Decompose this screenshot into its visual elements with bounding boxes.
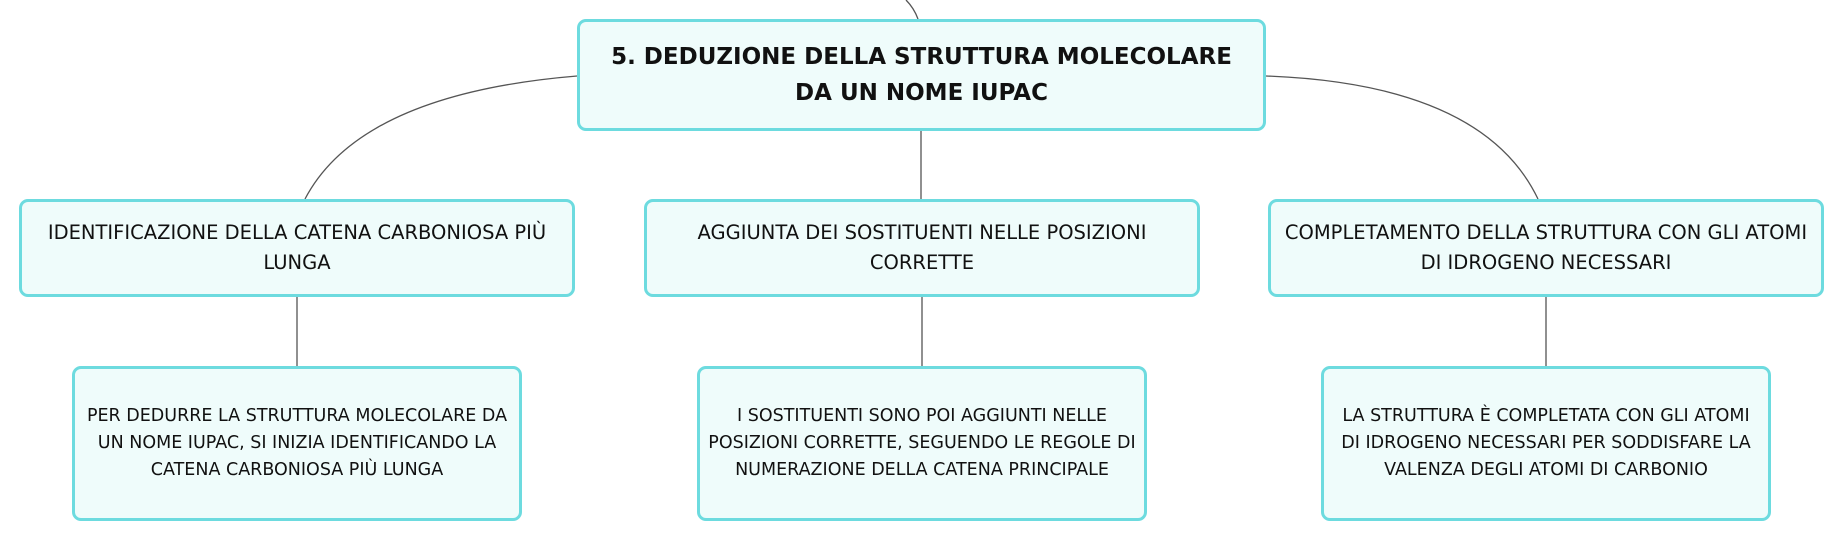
branch-label-idrogeno: COMPLETAMENTO DELLA STRUTTURA CON GLI ATOMI DI IDROGENO NECESSARI — [1284, 221, 1808, 274]
detail-node-idrogeno[interactable] — [1321, 366, 1771, 521]
branch-node-sostituenti[interactable] — [644, 199, 1200, 297]
connector-root-to-branch-1 — [305, 76, 577, 199]
branch-label-catena: IDENTIFICAZIONE DELLA CATENA CARBONIOSA PIÙ LUNGA — [47, 221, 547, 274]
branch-label-sostituenti: AGGIUNTA DEI SOSTITUENTI NELLE POSIZIONI CORRETTE — [697, 221, 1147, 274]
detail-node-sostituenti[interactable] — [697, 366, 1147, 521]
branch-node-catena[interactable] — [19, 199, 575, 297]
root-topic-node[interactable] — [577, 19, 1266, 131]
root-topic-title: 5. DEDUZIONE DELLA STRUTTURA MOLECOLARE DA UN NOME IUPAC — [611, 44, 1232, 106]
branch-node-idrogeno[interactable] — [1268, 199, 1824, 297]
detail-text-sostituenti: I SOSTITUENTI SONO POI AGGIUNTI NELLE POSIZIONI CORRETTE, SEGUENDO LE REGOLE DI NUMERAZIONE DELLA CATENA PRINCIPALE — [708, 406, 1136, 480]
detail-text-idrogeno: LA STRUTTURA È COMPLETATA CON GLI ATOMI DI IDROGENO NECESSARI PER SODDISFARE LA VALENZA DEGLI ATOMI DI CARBONIO — [1341, 406, 1751, 480]
connector-parent-to-root — [906, 0, 918, 19]
detail-text-catena: PER DEDURRE LA STRUTTURA MOLECOLARE DA UN NOME IUPAC, SI INIZIA IDENTIFICANDO LA CATENA CARBONIOSA PIÙ LUNGA — [86, 406, 508, 480]
connector-root-to-branch-3 — [1266, 76, 1538, 199]
detail-node-catena[interactable] — [72, 366, 522, 521]
